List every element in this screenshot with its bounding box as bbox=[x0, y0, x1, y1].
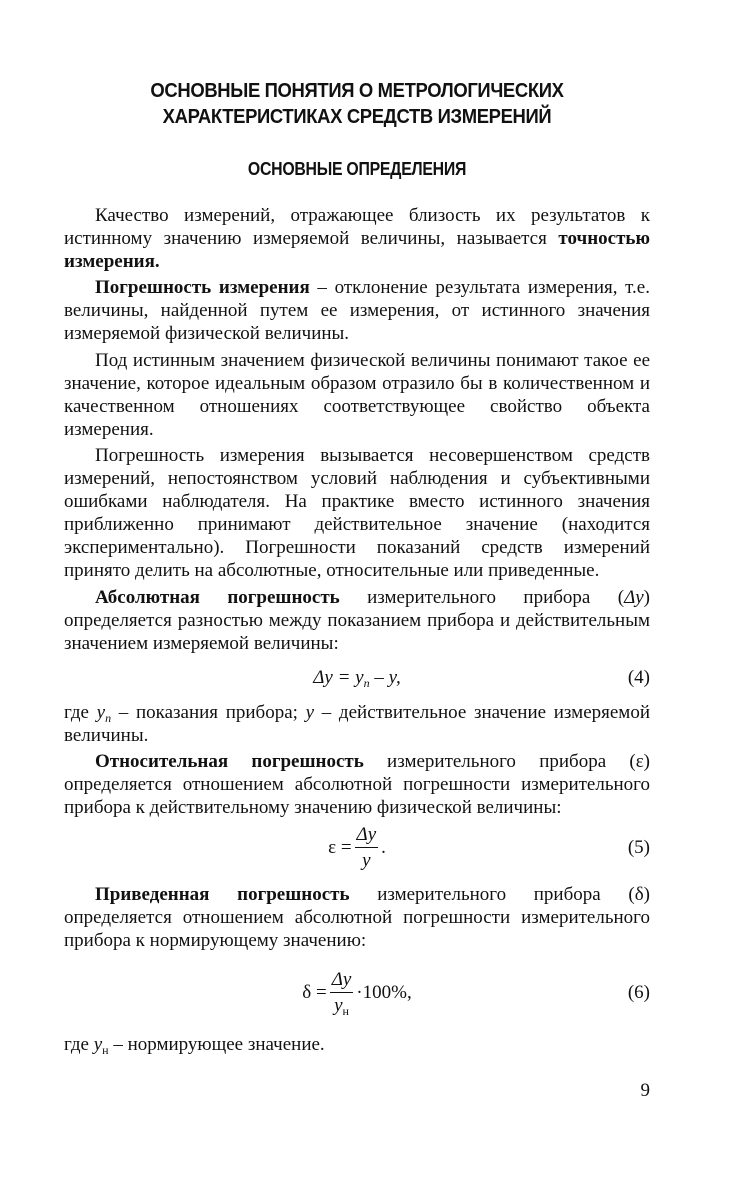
paragraph-error-causes: Погрешность измерения вызывается несовершенством средств измерений, непостоянством условий наблюдения и субъективными ошибками наблюдателя. На практике вместо истинного значения приближенно принимают действительное значение (находится экспериментально). Погрешности показаний средств измерений принято делить на абсолютные, относительные или приведенные. bbox=[64, 444, 650, 582]
paragraph-relative-error: Относительная погрешность измерительного прибора (ε) определяется отношением абсолютной погрешности измерительного прибора к действительному значению физической величины: bbox=[64, 750, 651, 819]
paragraph-formula-6-legend: где $y_н$ – нормирующее значение. bbox=[64, 1033, 325, 1057]
formula-6 bbox=[64, 963, 650, 1023]
paragraph-true-value: Под истинным значением физической величины понимают такое ее значение, которое идеальным образом отразило бы в количественном и качественном отношениях соответствующее свойство объекта измерения. bbox=[64, 349, 650, 440]
page-body bbox=[64, 78, 650, 1056]
formula-6-number: (6) bbox=[627, 981, 650, 1003]
formula-4-expression: $\Delta y = y_п - y$, bbox=[313, 666, 401, 690]
page-number: 9 bbox=[640, 1080, 650, 1101]
formula-4 bbox=[64, 663, 650, 697]
title-line-2: ХАРАКТЕРИСТИКАХ СРЕДСТВ ИЗМЕРЕНИЙ bbox=[162, 105, 552, 128]
title-line-1: ОСНОВНЫЕ ПОНЯТИЯ О МЕТРОЛОГИЧЕСКИХ bbox=[150, 79, 564, 102]
section-subtitle: ОСНОВНЫЕ ОПРЕДЕЛЕНИЯ bbox=[247, 159, 467, 179]
term-absolute-error: Абсолютная погрешность bbox=[95, 586, 340, 608]
term-reduced-error: Приведенная погрешность bbox=[95, 884, 350, 906]
paragraph-reduced-error: Приведенная погрешность измерительного прибора (δ) определяется отношением абсолютной погрешности измерительного прибора к нормирующему значению: bbox=[64, 884, 650, 952]
formula-5 bbox=[64, 821, 650, 875]
formula-4-number: (4) bbox=[627, 666, 650, 688]
term-relative-error: Относительная погрешность bbox=[95, 750, 364, 772]
formula-5-fraction: $\frac{\Delta y}{y}$ bbox=[356, 824, 377, 872]
paragraph-error-definition: Погрешность измерения – отклонение результата измерения, т.е. величины, найденной путем ее измерения, от истинного значения измеряемой физической величины. bbox=[64, 277, 650, 345]
term-accuracy: точностью измерения. bbox=[64, 228, 650, 273]
formula-5-number: (5) bbox=[627, 837, 650, 859]
formula-6-expression: δ = $\frac{\Delta y}{y_н}$ ·100%, bbox=[302, 968, 412, 1018]
formula-6-fraction: $\frac{\Delta y}{y_н}$ bbox=[331, 968, 352, 1018]
paragraph-accuracy: Качество измерений, отражающее близость их результатов к истинному значению измеряемой величины, называется точностью измерения. bbox=[64, 205, 650, 273]
paragraph-absolute-error: Абсолютная погрешность измерительного прибора (Δy) определяется разностью между показанием прибора и действительным значением измеряемой величины: bbox=[64, 586, 650, 654]
term-measurement-error: Погрешность измерения bbox=[95, 277, 310, 299]
formula-5-expression: ε = $\frac{\Delta y}{y}$ . bbox=[328, 824, 386, 872]
paragraph-formula-4-legend: где $y_п$ – показания прибора; y – действительное значение измеряемой величины. bbox=[64, 701, 650, 746]
page-title bbox=[93, 78, 620, 130]
